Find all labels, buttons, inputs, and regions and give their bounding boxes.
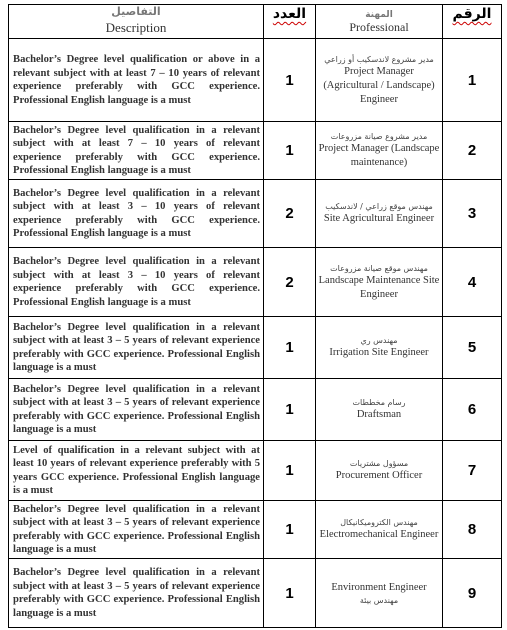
- row-professional: [316, 441, 443, 501]
- table-row: [9, 441, 502, 501]
- row-count: 1: [264, 317, 316, 379]
- row-count: 2: [264, 248, 316, 317]
- table-body: [9, 39, 502, 628]
- row-professional-ar: مهندس موقع صيانة مزروعات: [330, 263, 428, 273]
- header-professional-ar: المهنة: [365, 10, 393, 20]
- row-professional-ar: مسؤول مشتريات: [349, 459, 409, 468]
- table-row: [9, 559, 502, 628]
- table-row: [9, 180, 502, 248]
- row-professional-en: Irrigation Site Engineer: [329, 347, 429, 358]
- row-number: 4: [443, 248, 502, 317]
- row-professional-en: Project Manager (Landscape maintenance): [318, 143, 440, 168]
- row-professional-ar: مدير مشروع صيانة مزروعات: [330, 132, 428, 141]
- row-professional: [316, 122, 443, 180]
- row-number: 3: [443, 180, 502, 248]
- header-description-ar: التفاصيل: [111, 5, 161, 18]
- row-professional: [316, 248, 443, 317]
- row-professional-en: Site Agricultural Engineer: [323, 213, 435, 224]
- row-number: 2: [443, 122, 502, 180]
- header-professional-en: Professional: [349, 20, 409, 34]
- row-professional-en: Environment Engineer: [331, 581, 427, 593]
- row-professional-ar: مدير مشروع لاندسكيب أو زراعي: [324, 54, 434, 64]
- row-count: 1: [264, 379, 316, 441]
- row-number: 1: [443, 39, 502, 122]
- row-professional-ar: مهندس ري: [360, 336, 398, 345]
- header-number: الرقم: [443, 5, 502, 39]
- row-description: Bachelor’s Degree level qualification or above in a relevant subject with at least 7 – 10 years of relevant experience preferably with GCC experience. Professional English language is a must: [9, 39, 264, 122]
- row-count: 1: [264, 501, 316, 559]
- table-row: [9, 317, 502, 379]
- row-count: 1: [264, 39, 316, 122]
- row-count: 1: [264, 559, 316, 628]
- row-professional-ar: رسام مخططات: [352, 398, 406, 407]
- row-number: 5: [443, 317, 502, 379]
- row-professional: [316, 501, 443, 559]
- row-professional-ar: مهندس بيئة: [359, 595, 399, 605]
- row-professional-en: Electromechanical Engineer: [319, 529, 439, 540]
- row-professional: [316, 180, 443, 248]
- table-row: [9, 248, 502, 317]
- row-description: Bachelor’s Degree level qualification in a relevant subject with at least 3 – 10 years of relevant experience preferably with GCC experience. Professional English language is a must: [9, 180, 264, 248]
- row-description: Bachelor’s Degree level qualification in a relevant subject with at least 3 – 5 years of relevant experience preferably with GCC experience. Professional English language is a must: [9, 379, 264, 441]
- table-row: [9, 379, 502, 441]
- row-professional-en: Landscape Maintenance Site Engineer: [318, 274, 440, 300]
- row-description: Bachelor’s Degree level qualification in a relevant subject with at least 3 – 5 years of relevant experience preferably with GCC experience. Professional English language is a must: [9, 559, 264, 628]
- row-number: 8: [443, 501, 502, 559]
- row-number: 6: [443, 379, 502, 441]
- table-row: [9, 501, 502, 559]
- row-description: Bachelor’s Degree level qualification in a relevant subject with at least 3 – 10 years of relevant experience preferably with GCC experience. Professional English language is a must: [9, 248, 264, 317]
- header-description: [9, 5, 264, 39]
- row-professional-en: Project Manager (Agricultural / Landscape) Engineer: [323, 65, 435, 105]
- row-professional: [316, 317, 443, 379]
- row-description: Level of qualification in a relevant subject with at least 10 years of relevant experience preferably with 5 years GCC experience. Professional English language is a must: [9, 441, 264, 501]
- header-row: [9, 5, 502, 39]
- row-professional: [316, 379, 443, 441]
- row-professional-ar: مهندس الكتروميكانيكال: [340, 518, 418, 527]
- row-count: 2: [264, 180, 316, 248]
- row-professional-en: Procurement Officer: [335, 470, 423, 481]
- jobs-table-container: [8, 4, 501, 627]
- row-professional: [316, 559, 443, 628]
- row-number: 7: [443, 441, 502, 501]
- header-professional: [316, 5, 443, 39]
- row-professional: [316, 39, 443, 122]
- header-description-en: Description: [105, 20, 167, 35]
- header-count: العدد: [264, 5, 316, 39]
- row-professional-ar: مهندس موقع زراعي / لاندسكيب: [325, 202, 433, 211]
- row-professional-en: Draftsman: [356, 409, 402, 420]
- table-row: [9, 122, 502, 180]
- row-description: Bachelor’s Degree level qualification in a relevant subject with at least 3 – 5 years of relevant experience preferably with GCC experience. Professional English language is a must: [9, 501, 264, 559]
- jobs-table: [8, 4, 502, 628]
- row-number: 9: [443, 559, 502, 628]
- row-count: 1: [264, 122, 316, 180]
- row-description: Bachelor’s Degree level qualification in a relevant subject with at least 3 – 5 years of relevant experience preferably with GCC experience. Professional English language is a must: [9, 317, 264, 379]
- row-description: Bachelor’s Degree level qualification in a relevant subject with at least 7 – 10 years of relevant experience preferably with GCC experience. Professional English language is a must: [9, 122, 264, 180]
- table-row: [9, 39, 502, 122]
- row-count: 1: [264, 441, 316, 501]
